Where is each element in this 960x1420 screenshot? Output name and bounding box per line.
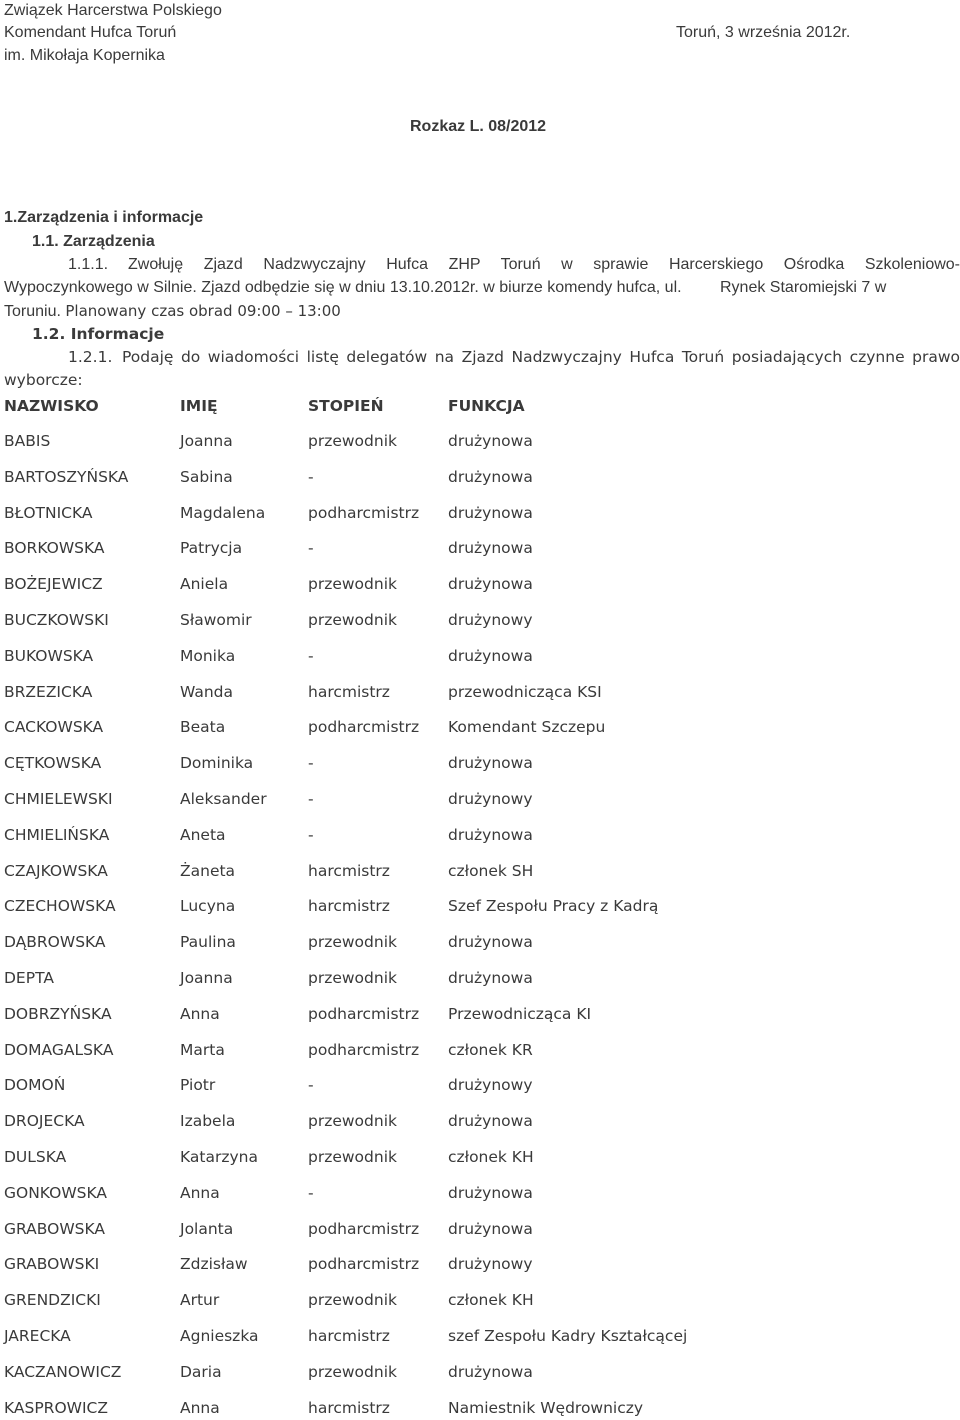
cell-surname: CHMIELIŃSKA [4, 826, 110, 844]
cell-surname: KASPROWICZ [4, 1399, 108, 1417]
cell-rank: harcmistrz [308, 683, 390, 701]
cell-first-name: Lucyna [180, 897, 236, 915]
org-name: Związek Harcerstwa Polskiego [4, 2, 222, 19]
cell-rank: przewodnik [308, 1291, 397, 1309]
header-rank: STOPIEŃ [308, 397, 384, 415]
header-surname: NAZWISKO [4, 397, 99, 415]
cell-function: szef Zespołu Kadry Kształcącej [448, 1327, 688, 1345]
cell-first-name: Aneta [180, 826, 226, 844]
cell-first-name: Monika [180, 647, 236, 665]
order-title: Rozkaz L. 08/2012 [410, 118, 547, 135]
cell-first-name: Sławomir [180, 611, 252, 629]
cell-rank: przewodnik [308, 611, 397, 629]
cell-surname: DEPTA [4, 969, 54, 987]
cell-first-name: Joanna [180, 432, 233, 450]
cell-rank: - [308, 1184, 314, 1202]
cell-surname: BORKOWSKA [4, 539, 105, 557]
cell-function: drużynowy [448, 1255, 533, 1273]
cell-surname: BUKOWSKA [4, 647, 94, 665]
cell-function: przewodnicząca KSI [448, 683, 602, 701]
cell-rank: podharcmistrz [308, 1041, 420, 1059]
cell-function: drużynowa [448, 933, 533, 951]
place-date: Toruń, 3 września 2012r. [676, 24, 851, 41]
cell-surname: DROJECKA [4, 1112, 85, 1130]
cell-function: Namiestnik Wędrowniczy [448, 1399, 644, 1417]
section-1-2-1-number: 1.2.1. [68, 348, 113, 366]
cell-first-name: Paulina [180, 933, 236, 951]
cell-function: drużynowa [448, 647, 533, 665]
cell-function: drużynowa [448, 432, 533, 450]
cell-first-name: Patrycja [180, 539, 243, 557]
cell-first-name: Sabina [180, 468, 233, 486]
cell-function: Przewodnicząca KI [448, 1005, 592, 1023]
cell-surname: GRENDZICKI [4, 1291, 101, 1309]
cell-function: drużynowa [448, 1184, 533, 1202]
section-1-title: 1.Zarządzenia i informacje [4, 209, 204, 226]
cell-function: członek KH [448, 1148, 534, 1166]
cell-rank: podharcmistrz [308, 718, 420, 736]
cell-rank: - [308, 539, 314, 557]
cell-surname: BRZEZICKA [4, 683, 93, 701]
cell-surname: BŁOTNICKA [4, 504, 93, 522]
cell-function: drużynowa [448, 969, 533, 987]
cell-surname: CZECHOWSKA [4, 897, 116, 915]
cell-rank: harcmistrz [308, 862, 390, 880]
cell-rank: przewodnik [308, 1363, 397, 1381]
section-1-1-1-number: 1.1.1. [68, 256, 109, 273]
cell-function: członek KR [448, 1041, 533, 1059]
cell-surname: BABIS [4, 432, 51, 450]
cell-surname: BARTOSZYŃSKA [4, 468, 129, 486]
cell-first-name: Marta [180, 1041, 225, 1059]
cell-rank: - [308, 647, 314, 665]
cell-surname: GRABOWSKI [4, 1255, 100, 1273]
cell-rank: harcmistrz [308, 1327, 390, 1345]
section-1-2-1-line2: wyborcze: [4, 371, 83, 389]
cell-rank: przewodnik [308, 1148, 397, 1166]
cell-surname: GONKOWSKA [4, 1184, 107, 1202]
cell-first-name: Piotr [180, 1076, 216, 1094]
cell-surname: GRABOWSKA [4, 1220, 105, 1238]
cell-first-name: Daria [180, 1363, 222, 1381]
cell-surname: DOMOŃ [4, 1076, 66, 1094]
cell-function: drużynowa [448, 1112, 533, 1130]
cell-first-name: Żaneta [180, 862, 236, 880]
cell-surname: CACKOWSKA [4, 718, 104, 736]
cell-rank: harcmistrz [308, 1399, 390, 1417]
cell-first-name: Magdalena [180, 504, 266, 522]
cell-rank: podharcmistrz [308, 1220, 420, 1238]
cell-function: drużynowy [448, 611, 533, 629]
header-first-name: IMIĘ [180, 397, 218, 415]
section-1-1-1-line1: Zwołuję Zjazd Nadzwyczajny Hufca ZHP Toruń w sprawie Harcerskiego Ośrodka Szkoleniowo- [128, 256, 960, 273]
cell-first-name: Wanda [180, 683, 233, 701]
cell-rank: przewodnik [308, 575, 397, 593]
cell-surname: BOŻEJEWICZ [4, 575, 103, 593]
header-function: FUNKCJA [448, 397, 525, 415]
cell-surname: CĘTKOWSKA [4, 754, 102, 772]
cell-surname: KACZANOWICZ [4, 1363, 122, 1381]
cell-surname: CZAJKOWSKA [4, 862, 108, 880]
cell-surname: CHMIELEWSKI [4, 790, 113, 808]
cell-first-name: Anna [180, 1005, 220, 1023]
cell-rank: - [308, 1076, 314, 1094]
cell-first-name: Anna [180, 1184, 220, 1202]
cell-function: drużynowa [448, 468, 533, 486]
section-1-1-1-line3: Toruniu. Planowany czas obrad 09:00 – 13:00 [4, 302, 341, 320]
cell-rank: - [308, 790, 314, 808]
cell-function: drużynowa [448, 826, 533, 844]
cell-first-name: Aniela [180, 575, 229, 593]
cell-rank: podharcmistrz [308, 1255, 420, 1273]
section-1-2-1-line1: Podaję do wiadomości listę delegatów na Zjazd Nadzwyczajny Hufca Toruń posiadających czynne prawo [122, 348, 960, 366]
cell-surname: BUCZKOWSKI [4, 611, 109, 629]
cell-first-name: Jolanta [180, 1220, 234, 1238]
unit-patron: im. Mikołaja Kopernika [4, 47, 165, 64]
cell-function: Komendant Szczepu [448, 718, 606, 736]
cell-function: drużynowa [448, 575, 533, 593]
cell-rank: przewodnik [308, 1112, 397, 1130]
cell-first-name: Artur [180, 1291, 220, 1309]
cell-surname: DOBRZYŃSKA [4, 1005, 112, 1023]
cell-function: członek KH [448, 1291, 534, 1309]
cell-function: Szef Zespołu Pracy z Kadrą [448, 897, 659, 915]
cell-rank: przewodnik [308, 933, 397, 951]
cell-function: drużynowa [448, 1220, 533, 1238]
section-1-1-title: 1.1. Zarządzenia [32, 233, 155, 250]
cell-first-name: Aleksander [180, 790, 267, 808]
cell-first-name: Zdzisław [180, 1255, 248, 1273]
cell-function: drużynowy [448, 1076, 533, 1094]
cell-rank: - [308, 826, 314, 844]
cell-rank: podharcmistrz [308, 504, 420, 522]
cell-function: drużynowa [448, 754, 533, 772]
cell-rank: - [308, 754, 314, 772]
cell-function: drużynowa [448, 539, 533, 557]
cell-first-name: Dominika [180, 754, 254, 772]
cell-surname: JARECKA [4, 1327, 71, 1345]
cell-first-name: Anna [180, 1399, 220, 1417]
cell-function: drużynowa [448, 1363, 533, 1381]
cell-first-name: Joanna [180, 969, 233, 987]
cell-rank: podharcmistrz [308, 1005, 420, 1023]
cell-surname: DĄBROWSKA [4, 933, 106, 951]
cell-rank: - [308, 468, 314, 486]
cell-first-name: Katarzyna [180, 1148, 258, 1166]
cell-surname: DOMAGALSKA [4, 1041, 114, 1059]
cell-first-name: Agnieszka [180, 1327, 259, 1345]
section-1-1-1-line2-end: Rynek Staromiejski 7 w [720, 279, 887, 296]
cell-function: drużynowy [448, 790, 533, 808]
cell-first-name: Izabela [180, 1112, 236, 1130]
cell-function: członek SH [448, 862, 534, 880]
cell-rank: przewodnik [308, 969, 397, 987]
cell-first-name: Beata [180, 718, 226, 736]
section-1-1-1-line2: Wypoczynkowego w Silnie. Zjazd odbędzie się w dniu 13.10.2012r. w biurze komendy hufca, ul. [4, 279, 682, 296]
cell-rank: przewodnik [308, 432, 397, 450]
cell-surname: DULSKA [4, 1148, 67, 1166]
cell-rank: harcmistrz [308, 897, 390, 915]
section-1-2-title: 1.2. Informacje [32, 325, 165, 343]
cell-function: drużynowa [448, 504, 533, 522]
commander-title: Komendant Hufca Toruń [4, 24, 177, 41]
